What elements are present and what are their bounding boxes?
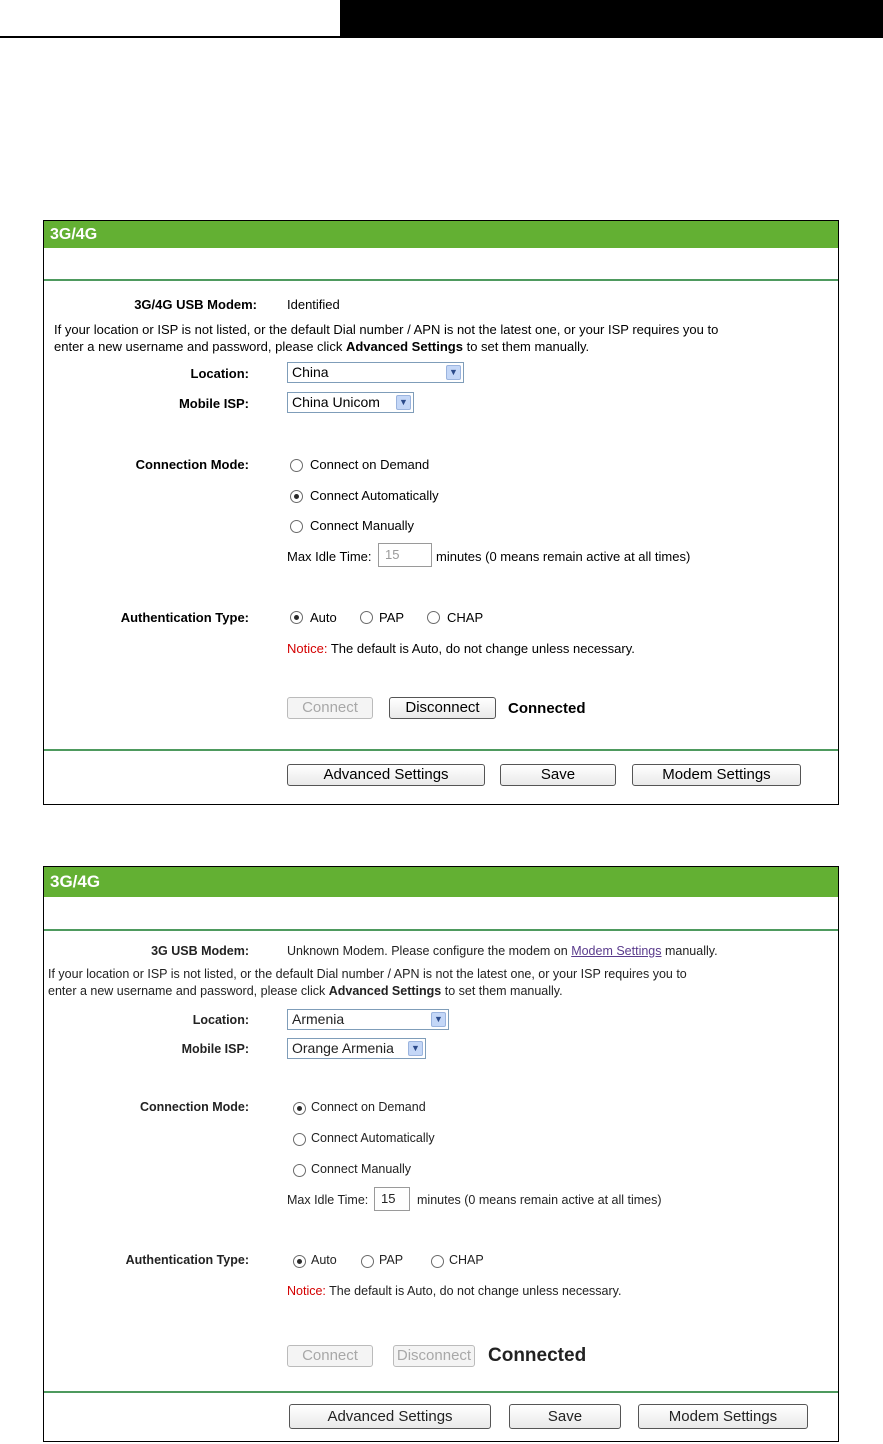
advanced-settings-button[interactable]: Advanced Settings: [287, 764, 485, 786]
modem-status: Unknown Modem. Please configure the modem on Modem Settings manually.: [287, 944, 718, 958]
mobile-isp-select[interactable]: Orange Armenia ▼: [287, 1038, 426, 1059]
modem-settings-button[interactable]: Modem Settings: [638, 1404, 808, 1429]
divider-bottom: [44, 1391, 838, 1393]
radio-connect-manually[interactable]: [293, 1164, 306, 1177]
connect-on-demand-label: Connect on Demand: [311, 1100, 426, 1114]
mobile-isp-label: Mobile ISP:: [178, 396, 249, 411]
connection-mode-label: Connection Mode:: [139, 1100, 249, 1114]
connection-status: Connected: [488, 1345, 587, 1366]
radio-auth-chap[interactable]: [427, 611, 440, 624]
connect-on-demand-label: Connect on Demand: [310, 457, 430, 472]
page-title: 3G/4G: [44, 221, 838, 248]
header-black-bar: [340, 0, 883, 38]
page-title: 3G/4G: [44, 867, 838, 897]
auth-pap-label: PAP: [379, 1253, 404, 1267]
modem-status: Identified: [287, 297, 340, 312]
location-label: Location:: [192, 1013, 249, 1027]
connect-button[interactable]: Connect: [287, 697, 373, 719]
auth-type-label: Authentication Type:: [125, 1253, 249, 1267]
radio-connect-on-demand[interactable]: [290, 459, 303, 472]
auth-pap-label: PAP: [379, 610, 405, 625]
divider-top: [44, 929, 838, 931]
chevron-down-icon: ▼: [396, 395, 411, 410]
radio-auth-auto[interactable]: [293, 1255, 306, 1268]
advanced-settings-button[interactable]: Advanced Settings: [289, 1404, 491, 1429]
auth-auto-label: Auto: [311, 1253, 337, 1267]
chevron-down-icon: ▼: [446, 365, 461, 380]
info-line-2: enter a new username and password, please click Advanced Settings to set them manually.: [54, 339, 590, 354]
connect-button[interactable]: Connect: [287, 1345, 373, 1367]
divider-bottom: [44, 749, 838, 751]
radio-connect-manually[interactable]: [290, 520, 303, 533]
radio-connect-automatically[interactable]: [290, 490, 303, 503]
max-idle-suffix: minutes (0 means remain active at all times): [417, 1193, 662, 1207]
modem-label: 3G/4G USB Modem:: [134, 297, 257, 312]
divider-top: [44, 279, 838, 281]
radio-auth-pap[interactable]: [361, 1255, 374, 1268]
auth-chap-label: CHAP: [447, 610, 484, 625]
max-idle-label: Max Idle Time:: [287, 549, 372, 564]
chevron-down-icon: ▼: [431, 1012, 446, 1027]
screenshot-3g4g-unknown-modem: [43, 866, 839, 1442]
screenshot-3g4g-identified: [43, 220, 839, 805]
max-idle-input[interactable]: 15: [378, 543, 432, 567]
radio-auth-auto[interactable]: [290, 611, 303, 624]
max-idle-suffix: minutes (0 means remain active at all times): [436, 549, 691, 564]
connect-manually-label: Connect Manually: [310, 518, 415, 533]
connect-automatically-label: Connect Automatically: [311, 1131, 435, 1145]
disconnect-button[interactable]: Disconnect: [389, 697, 496, 719]
location-select[interactable]: Armenia ▼: [287, 1009, 449, 1030]
connection-status: Connected: [508, 700, 586, 717]
max-idle-label: Max Idle Time:: [287, 1193, 369, 1207]
auth-type-label: Authentication Type:: [120, 610, 249, 625]
info-line-2: enter a new username and password, please click Advanced Settings to set them manually.: [48, 984, 563, 998]
max-idle-input[interactable]: 15: [374, 1187, 410, 1211]
notice-text: Notice: The default is Auto, do not change unless necessary.: [287, 1284, 622, 1298]
location-label: Location:: [190, 366, 249, 381]
modem-label: 3G USB Modem:: [151, 944, 249, 958]
radio-auth-chap[interactable]: [431, 1255, 444, 1268]
mobile-isp-label: Mobile ISP:: [181, 1042, 249, 1056]
radio-auth-pap[interactable]: [360, 611, 373, 624]
connection-mode-label: Connection Mode:: [135, 457, 249, 472]
info-line-1: If your location or ISP is not listed, or the default Dial number / APN is not the latest one, or your ISP requires you to: [54, 322, 719, 337]
chevron-down-icon: ▼: [408, 1041, 423, 1056]
location-select[interactable]: China ▼: [287, 362, 464, 383]
disconnect-button[interactable]: Disconnect: [393, 1345, 475, 1367]
radio-connect-automatically[interactable]: [293, 1133, 306, 1146]
auth-chap-label: CHAP: [449, 1253, 484, 1267]
auth-auto-label: Auto: [310, 610, 337, 625]
save-button[interactable]: Save: [500, 764, 616, 786]
modem-settings-button[interactable]: Modem Settings: [632, 764, 801, 786]
radio-connect-on-demand[interactable]: [293, 1102, 306, 1115]
info-line-1: If your location or ISP is not listed, or the default Dial number / APN is not the latest one, or your ISP requires you to: [48, 967, 687, 981]
connect-automatically-label: Connect Automatically: [310, 488, 439, 503]
notice-text: Notice: The default is Auto, do not change unless necessary.: [287, 641, 635, 656]
mobile-isp-select[interactable]: China Unicom ▼: [287, 392, 414, 413]
connect-manually-label: Connect Manually: [311, 1162, 412, 1176]
header-rule: [0, 36, 340, 38]
save-button[interactable]: Save: [509, 1404, 621, 1429]
modem-settings-link[interactable]: Modem Settings: [571, 944, 662, 958]
